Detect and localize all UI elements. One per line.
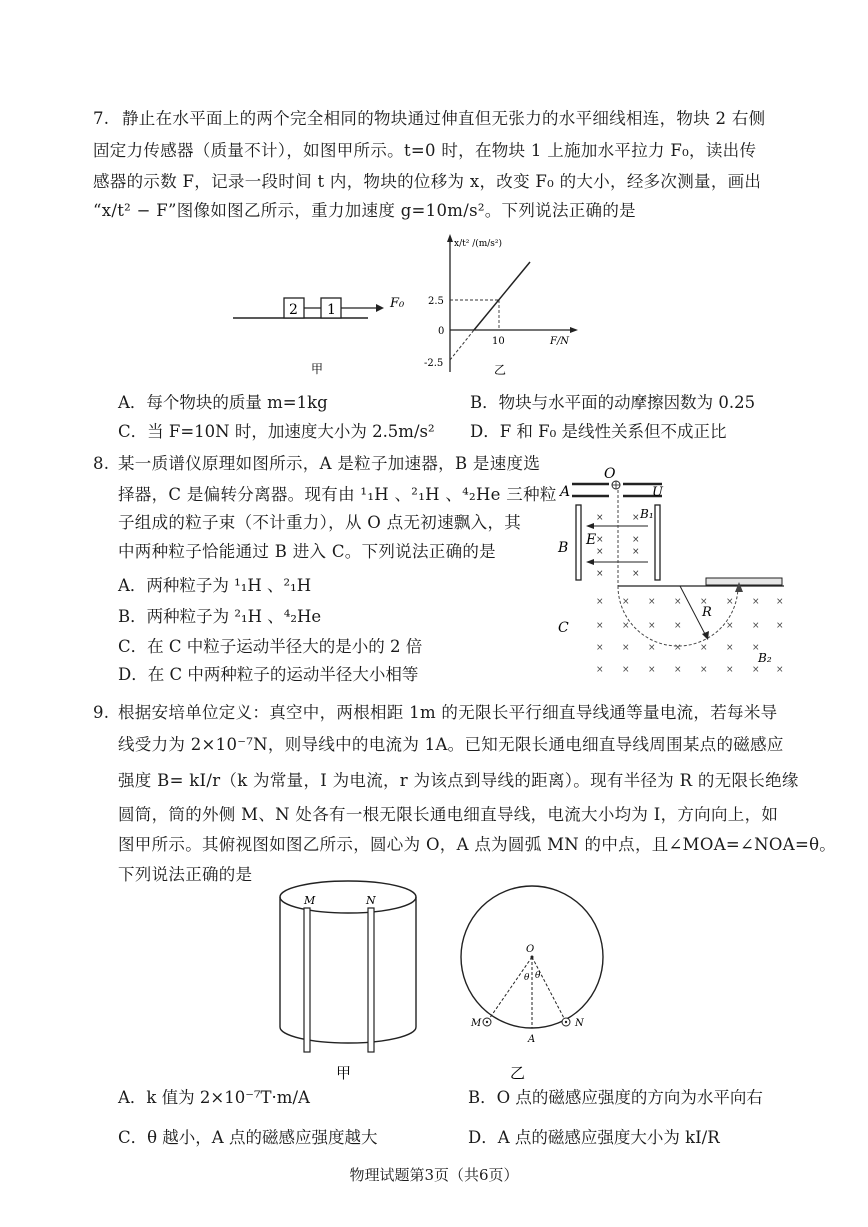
label-B: B xyxy=(558,540,569,556)
svg-text:×: × xyxy=(622,621,630,631)
svg-text:×: × xyxy=(776,597,784,607)
q9-option-d: D．A 点的磁感应强度大小为 kI/R xyxy=(468,1128,720,1147)
q7-option-a: A．每个物块的质量 m=1kg xyxy=(118,393,328,412)
fig-yi-caption: 乙 xyxy=(510,1064,526,1080)
svg-text:×: × xyxy=(632,547,640,557)
svg-text:×: × xyxy=(700,665,708,675)
q8-line-1: 某一质谱仪原理如图所示，A 是粒子加速器，B 是速度选 xyxy=(118,454,541,473)
q8-option-c: C．在 C 中粒子运动半径大的是小的 2 倍 xyxy=(118,637,423,656)
svg-text:×: × xyxy=(726,643,734,653)
svg-text:×: × xyxy=(674,621,682,631)
q7-line-1: 静止在水平面上的两个完全相同的物块通过伸直但无张力的水平细线相连，物块 2 右侧 xyxy=(122,109,766,128)
q9-option-b: B．O 点的磁感应强度的方向为水平向右 xyxy=(468,1088,763,1107)
svg-text:×: × xyxy=(752,643,760,653)
svg-text:×: × xyxy=(752,665,760,675)
svg-text:×: × xyxy=(596,513,604,523)
svg-text:×: × xyxy=(632,569,640,579)
wire-M xyxy=(304,908,310,1052)
q8-line-3: 子组成的粒子束（不计重力），从 O 点无初速飘入，其 xyxy=(118,513,522,532)
label-O: O xyxy=(604,466,616,482)
svg-text:×: × xyxy=(674,643,682,653)
svg-text:×: × xyxy=(674,597,682,607)
q7-figure-yi xyxy=(420,232,580,380)
q9-figure-yi xyxy=(455,880,615,1080)
svg-text:×: × xyxy=(596,535,604,545)
series-line xyxy=(474,262,530,330)
q7-option-d: D．F 和 F₀ 是线性关系但不成正比 xyxy=(470,422,727,441)
svg-text:×: × xyxy=(752,597,760,607)
svg-text:×: × xyxy=(726,621,734,631)
svg-text:×: × xyxy=(596,621,604,631)
series-dashed-segment xyxy=(450,330,474,360)
svg-text:×: × xyxy=(700,597,708,607)
label-N: N xyxy=(575,1018,584,1029)
q9-figure-jia xyxy=(270,872,430,1082)
label-theta-left: θ xyxy=(524,973,530,983)
ytick-0: 0 xyxy=(438,326,445,337)
label-M: M xyxy=(304,894,316,907)
q8-option-a: A．两种粒子为 ¹₁H 、²₁H xyxy=(118,576,312,595)
label-O: O xyxy=(526,944,535,955)
label-B2: B₂ xyxy=(758,651,772,665)
fig-jia-caption: 甲 xyxy=(311,362,324,375)
q8-line-2: 择器，C 是偏转分离器。现有由 ¹₁H 、²₁H 、⁴₂He 三种粒 xyxy=(118,485,557,504)
x-axis-label: F/N xyxy=(550,336,570,347)
q8-figure xyxy=(552,460,788,676)
block-1-label: 1 xyxy=(327,302,336,318)
svg-text:×: × xyxy=(596,643,604,653)
svg-text:×: × xyxy=(648,597,656,607)
q8-number: 8. xyxy=(93,454,110,473)
label-C: C xyxy=(558,620,569,636)
svg-text:×: × xyxy=(596,569,604,579)
q7-line-4: “x/t² − F”图像如图乙所示，重力加速度 g=10m/s²。下列说法正确的是 xyxy=(93,201,636,220)
ytick-2.5: 2.5 xyxy=(428,296,444,307)
svg-text:×: × xyxy=(776,665,784,675)
wire-N xyxy=(368,908,374,1052)
label-M: M xyxy=(471,1018,482,1029)
q9-line-2: 线受力为 2×10⁻⁷N，则导线中的电流为 1A。已知无限长通电细直导线周围某点的磁感应 xyxy=(118,735,784,754)
svg-text:×: × xyxy=(776,621,784,631)
label-U: U xyxy=(652,485,663,500)
svg-text:×: × xyxy=(700,643,708,653)
xtick-10: 10 xyxy=(492,336,505,347)
q9-option-c: C．θ 越小，A 点的磁感应强度越大 xyxy=(118,1128,378,1147)
svg-text:×: × xyxy=(648,643,656,653)
label-A: A xyxy=(560,484,571,500)
q9-option-a: A．k 值为 2×10⁻⁷T·m/A xyxy=(118,1088,310,1107)
svg-text:×: × xyxy=(632,535,640,545)
svg-text:×: × xyxy=(596,597,604,607)
q9-line-5: 图甲所示。其俯视图如图乙所示，圆心为 O，A 点为圆弧 MN 的中点，且∠MOA=∠NOA=θ。 xyxy=(118,835,837,854)
q8-line-4: 中两种粒子恰能通过 B 进入 C。下列说法正确的是 xyxy=(118,542,496,561)
q7-figure-jia xyxy=(228,285,418,375)
fig-yi-caption: 乙 xyxy=(494,363,507,377)
svg-text:×: × xyxy=(596,665,604,675)
q7-option-c: C．当 F=10N 时，加速度大小为 2.5m/s² xyxy=(118,422,435,441)
q9-line-1: 根据安培单位定义：真空中，两根相距 1m 的无限长平行细直导线通等量电流，若每米导 xyxy=(118,703,778,722)
svg-text:×: × xyxy=(752,621,760,631)
q9-line-4: 圆筒，筒的外侧 M、N 处各有一根无限长通电细直导线，电流大小均为 I，方向向上，如 xyxy=(118,805,779,824)
force-label: F₀ xyxy=(390,296,405,311)
svg-text:×: × xyxy=(632,513,640,523)
q8-option-b: B．两种粒子为 ²₁H 、⁴₂He xyxy=(118,607,322,626)
label-E: E xyxy=(586,532,597,548)
label-theta-right: θ xyxy=(535,971,541,981)
q9-number: 9. xyxy=(93,703,110,722)
svg-text:×: × xyxy=(622,643,630,653)
fig-jia-caption: 甲 xyxy=(336,1064,352,1082)
svg-text:×: × xyxy=(726,597,734,607)
svg-text:×: × xyxy=(726,665,734,675)
y-axis-label: x/t² /(m/s²) xyxy=(454,239,503,249)
q7-line-3: 感器的示数 F，记录一段时间 t 内，物块的位移为 x，改变 F₀ 的大小，经多次测量，画出 xyxy=(93,172,762,191)
label-R: R xyxy=(702,605,712,620)
q7-number: 7. xyxy=(93,109,110,128)
label-B1: B₁ xyxy=(640,507,654,521)
block-2-label: 2 xyxy=(289,302,298,318)
svg-text:×: × xyxy=(622,597,630,607)
label-A: A xyxy=(528,1034,536,1045)
q7-line-2: 固定力传感器（质量不计），如图甲所示。t=0 时，在物块 1 上施加水平拉力 F₀，读出传 xyxy=(93,141,757,160)
svg-text:×: × xyxy=(648,665,656,675)
q9-line-6: 下列说法正确的是 xyxy=(118,865,253,884)
svg-text:×: × xyxy=(596,547,604,557)
q7-option-b: B．物块与水平面的动摩擦因数为 0.25 xyxy=(470,393,756,412)
label-N: N xyxy=(366,894,376,907)
ytick-neg-2.5: -2.5 xyxy=(424,358,444,369)
svg-text:×: × xyxy=(648,621,656,631)
q9-line-3: 强度 B= kI/r（k 为常量，I 为电流，r 为该点到导线的距离）。现有半径为 R 的无限长绝缘 xyxy=(118,771,799,790)
q8-option-d: D．在 C 中两种粒子的运动半径大小相等 xyxy=(118,665,419,684)
svg-text:×: × xyxy=(674,665,682,675)
page-footer: 物理试题第3页（共6页） xyxy=(349,1166,519,1184)
svg-text:×: × xyxy=(622,665,630,675)
